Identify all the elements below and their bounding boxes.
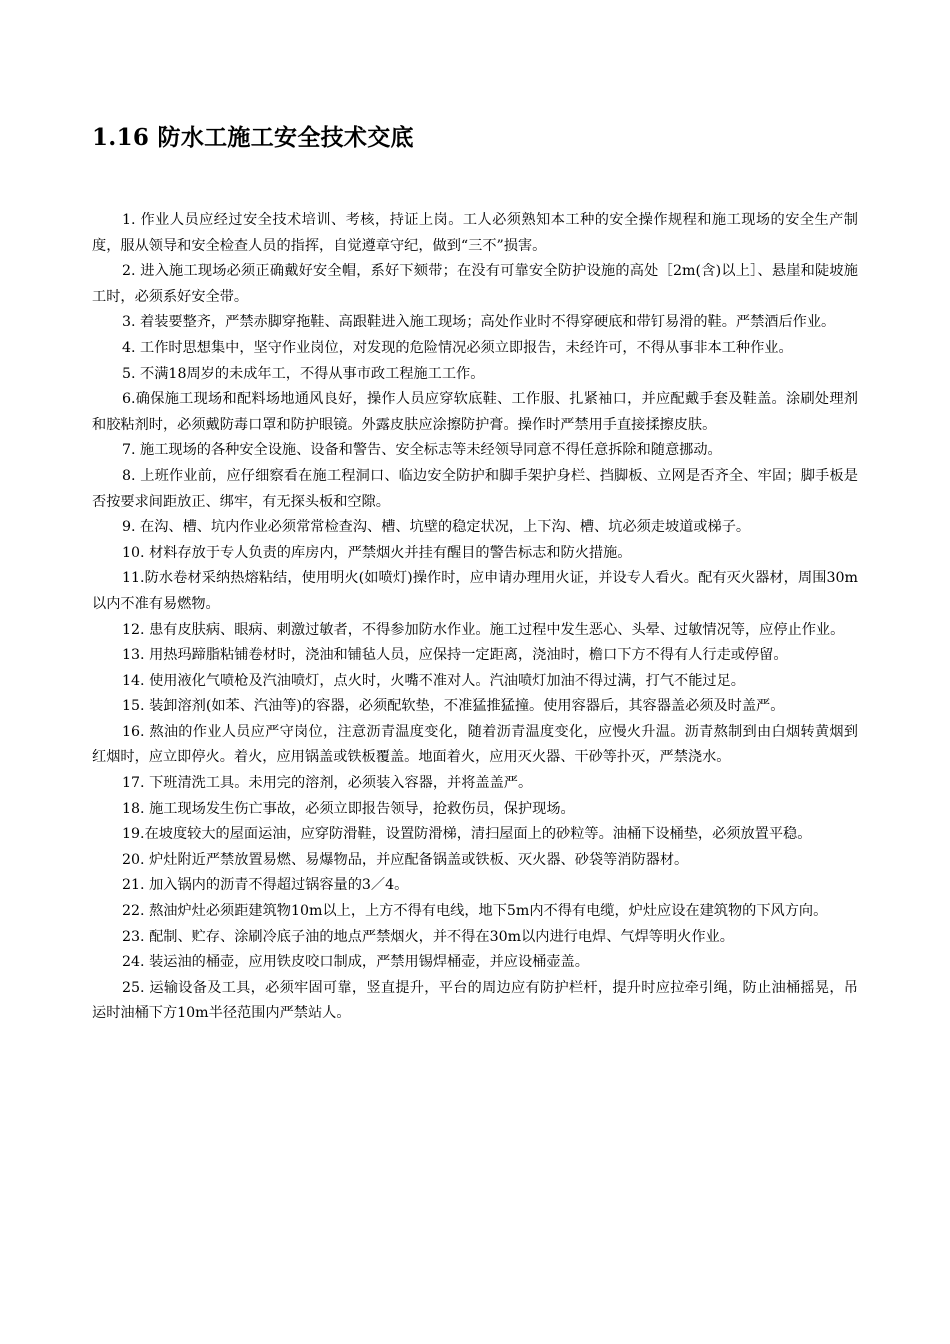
paragraph-21: 21. 加入锅内的沥青不得超过锅容量的3／4。: [122, 877, 409, 894]
paragraph-1: 1. 作业人员应经过安全技术培训、考核，持证上岗。工人必须熟知本工种的安全操作规程和施工现场的安全生产制度，服从领导和安全检查人员的指挥，自觉遵章守纪，做到“三不”损害。: [92, 212, 858, 254]
paragraph-13: 13. 用热玛蹄脂粘铺卷材时，浇油和铺毡人员，应保持一定距离，浇油时，檐口下方不得有人行走或停留。: [122, 647, 788, 664]
paragraph-6: 6.确保施工现场和配料场地通风良好，操作人员应穿软底鞋、工作服、扎紧袖口，并应配戴手套及鞋盖。涂刷处理剂和胶粘剂时，必须戴防毒口罩和防护眼镜。外露皮肤应涂擦防护膏。操作时严禁用手直接揉擦皮肤。: [92, 391, 858, 433]
paragraph-5: 5. 不满18周岁的未成年工，不得从事市政工程施工工作。: [122, 365, 485, 382]
paragraph-23: 23. 配制、贮存、涂刷冷底子油的地点严禁烟火，并不得在30m以内进行电焊、气焊等明火作业。: [122, 928, 734, 945]
paragraph-7: 7. 施工现场的各种安全设施、设备和警告、安全标志等未经领导同意不得任意拆除和随意挪动。: [122, 442, 722, 459]
paragraph-16: 16. 熬油的作业人员应严守岗位，注意沥青温度变化，随着沥青温度变化，应慢火升温。沥青熬制到由白烟转黄烟到红烟时，应立即停火。着火，应用锅盖或铁板覆盖。地面着火，应用灭火器、干砂等扑灭，严禁浇水。: [92, 723, 858, 766]
paragraph-10: 10. 材料存放于专人负责的库房内，严禁烟火并挂有醒目的警告标志和防火措施。: [122, 544, 632, 561]
paragraph-11: 11.防水卷材采纳热熔粘结，使用明火(如喷灯)操作时，应申请办理用火证，并设专人看火。配有灭火器材，周围30m以内不准有易燃物。: [92, 570, 858, 612]
paragraph-20: 20. 炉灶附近严禁放置易燃、易爆物品，并应配备锅盖或铁板、灭火器、砂袋等消防器材。: [122, 851, 689, 868]
document-title: 1.16 防水工施工安全技术交底: [92, 124, 414, 151]
paragraph-22: 22. 熬油炉灶必须距建筑物10m以上，上方不得有电线，地下5m内不得有电缆，炉灶应设在建筑物的下风方向。: [122, 903, 828, 920]
paragraph-24: 24. 装运油的桶壶，应用铁皮咬口制成，严禁用锡焊桶壶，并应设桶壶盖。: [122, 954, 589, 971]
paragraph-15: 15. 装卸溶剂(如苯、汽油等)的容器，必须配软垫，不准猛推猛撞。使用容器后，其容器盖必须及时盖严。: [122, 698, 785, 715]
paragraph-12: 12. 患有皮肤病、眼病、刺激过敏者，不得参加防水作业。施工过程中发生恶心、头晕、过敏情况等，应停止作业。: [122, 621, 845, 638]
paragraph-3: 3. 着装要整齐，严禁赤脚穿拖鞋、高跟鞋进入施工现场；高处作业时不得穿硬底和带钉易滑的鞋。严禁酒后作业。: [122, 314, 836, 331]
paragraph-17: 17. 下班清洗工具。未用完的溶剂，必须装入容器，并将盖盖严。: [122, 775, 533, 792]
paragraph-19: 19.在坡度较大的屋面运油，应穿防滑鞋，设置防滑梯，清扫屋面上的砂粒等。油桶下设桶垫，必须放置平稳。: [122, 826, 812, 843]
paragraph-25: 25. 运输设备及工具，必须牢固可靠，竖直提升，平台的周边应有防护栏杆，提升时应拉牵引绳，防止油桶摇晃，吊运时油桶下方10m半径范围内严禁站人。: [92, 979, 858, 1022]
paragraph-8: 8. 上班作业前，应仔细察看在施工程洞口、临边安全防护和脚手架护身栏、挡脚板、立网是否齐全、牢固；脚手板是否按要求间距放正、绑牢，有无探头板和空隙。: [92, 467, 858, 510]
paragraph-9: 9. 在沟、槽、坑内作业必须常常检查沟、槽、坑壁的稳定状况，上下沟、槽、坑必须走坡道或梯子。: [122, 519, 751, 536]
paragraph-4: 4. 工作时思想集中，坚守作业岗位，对发现的危险情况必须立即报告，未经许可，不得从事非本工种作业。: [122, 339, 793, 356]
paragraph-2: 2. 进入施工现场必须正确戴好安全帽，系好下颏带；在没有可靠安全防护设施的高处［2m(含)以上］、悬崖和陡坡施工时，必须系好安全带。: [92, 263, 858, 305]
paragraph-14: 14. 使用液化气喷枪及汽油喷灯，点火时，火嘴不准对人。汽油喷灯加油不得过满，打气不能过足。: [122, 672, 745, 689]
paragraph-18: 18. 施工现场发生伤亡事故，必须立即报告领导，抢救伤员，保护现场。: [122, 800, 575, 817]
document-body: [92, 208, 858, 1027]
